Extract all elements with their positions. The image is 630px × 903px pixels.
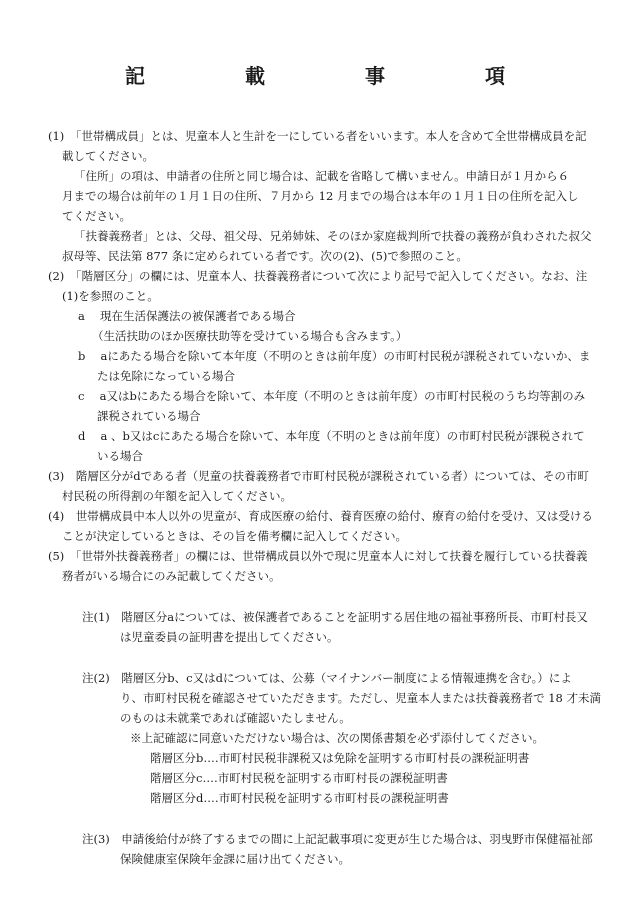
item-1-line: 叔母等、民法第 877 条に定められている者です。次の(2)、(5)で参照のこと。 xyxy=(62,249,468,263)
item-2-sub-b: b aにあたる場合を除いて本年度（不明のときは前年度）の市町村民税が課税されていないか、ま xyxy=(78,349,591,363)
item-1-line: 月までの場合は前年の１月１日の住所、７月から 12 月までの場合は本年の１月１日の住所を記入し xyxy=(62,189,579,203)
item-4-line: (4) 世帯構成員中本人以外の児童が、育成医療の給付、養育医療の給付、療育の給付を受け、又は受ける xyxy=(48,509,593,523)
note-1-line: は児童委員の証明書を提出してください。 xyxy=(120,630,339,644)
note-3-line: 注(3) 申請後給付が終了するまでの間に上記記載事項に変更が生じた場合は、羽曳野市保健福祉部 xyxy=(82,832,593,846)
note-2-line: り、市町村民税を確認させていただきます。ただし、児童本人または扶養義務者で 18 才未満 xyxy=(120,691,602,705)
note-3-line: 保険健康室保険年金課に届け出てください。 xyxy=(120,852,350,866)
item-2-sub-a: （生活扶助のほか医療扶助等を受けている場合も含みます。） xyxy=(92,329,408,343)
item-1-line: (1) 「世帯構成員」とは、児童本人と生計を一にしている者をいいます。本人を含めて全世帯構成員を記 xyxy=(48,129,587,143)
item-1-line: てください。 xyxy=(62,209,131,223)
item-4-line: ことが決定しているときは、その旨を備考欄に記入してください。 xyxy=(62,529,407,543)
item-2-sub-c: 課税されている場合 xyxy=(97,409,201,423)
note-2-line: 注(2) 階層区分b、c又はdについては、公募（マイナンバー制度による情報連携を含む。）によ xyxy=(82,671,572,685)
item-1-line: 載してください。 xyxy=(62,149,154,163)
item-2-line: (1)を参照のこと。 xyxy=(62,289,159,303)
item-5-line: 務者がいる場合にのみ記載してください。 xyxy=(62,569,281,583)
item-2-sub-d: いる場合 xyxy=(97,449,143,463)
note-1-line: 注(1) 階層区分aについては、被保護者であることを証明する居住地の福祉事務所長、市町村長又 xyxy=(82,610,588,624)
page-title: 記 載 事 項 xyxy=(125,64,545,88)
note-2-doc-b: 階層区分b‥‥市町村民税非課税又は免除を証明する市町村長の課税証明書 xyxy=(150,751,530,765)
item-2-sub-a: a 現在生活保護法の被保護者である場合 xyxy=(78,309,296,323)
item-2-sub-d: d a 、b又はcにあたる場合を除いて、本年度（不明のときは前年度）の市町村民税が課税されて xyxy=(78,429,585,443)
item-3-line: (3) 階層区分がdである者（児童の扶養義務者で市町村民税が課税されている者）については、その市町 xyxy=(48,469,589,483)
item-2-sub-b: たは免除になっている場合 xyxy=(97,369,235,383)
note-2-doc-c: 階層区分c‥‥市町村民税を証明する市町村長の課税証明書 xyxy=(150,771,448,785)
item-2-sub-c: c a又はbにあたる場合を除いて、本年度（不明のときは前年度）の市町村民税のうち均等割のみ xyxy=(78,389,586,403)
note-2-doc-d: 階層区分d‥‥市町村民税を証明する市町村長の課税証明書 xyxy=(150,791,449,805)
item-2-line: (2) 「階層区分」の欄には、児童本人、扶養義務者について次により記号で記入してください。なお、注 xyxy=(48,269,588,283)
note-2-remark: ※上記確認に同意いただけない場合は、次の関係書類を必ず添付してください。 xyxy=(130,731,544,745)
item-1-line: 「住所」の項は、申請者の住所と同じ場合は、記載を省略して構いません。申請日が１月から６ xyxy=(74,169,570,183)
item-1-line: 「扶養義務者」とは、父母、祖父母、兄弟姉妹、そのほか家庭裁判所で扶養の義務が負わされた叔父 xyxy=(74,229,592,243)
item-3-line: 村民税の所得割の年額を記入してください。 xyxy=(62,489,292,503)
note-2-line: のものは未就業であれば確認いたしません。 xyxy=(120,711,351,725)
item-5-line: (5) 「世帯外扶養義務者」の欄には、世帯構成員以外で現に児童本人に対して扶養を履行している扶養義 xyxy=(48,549,588,563)
